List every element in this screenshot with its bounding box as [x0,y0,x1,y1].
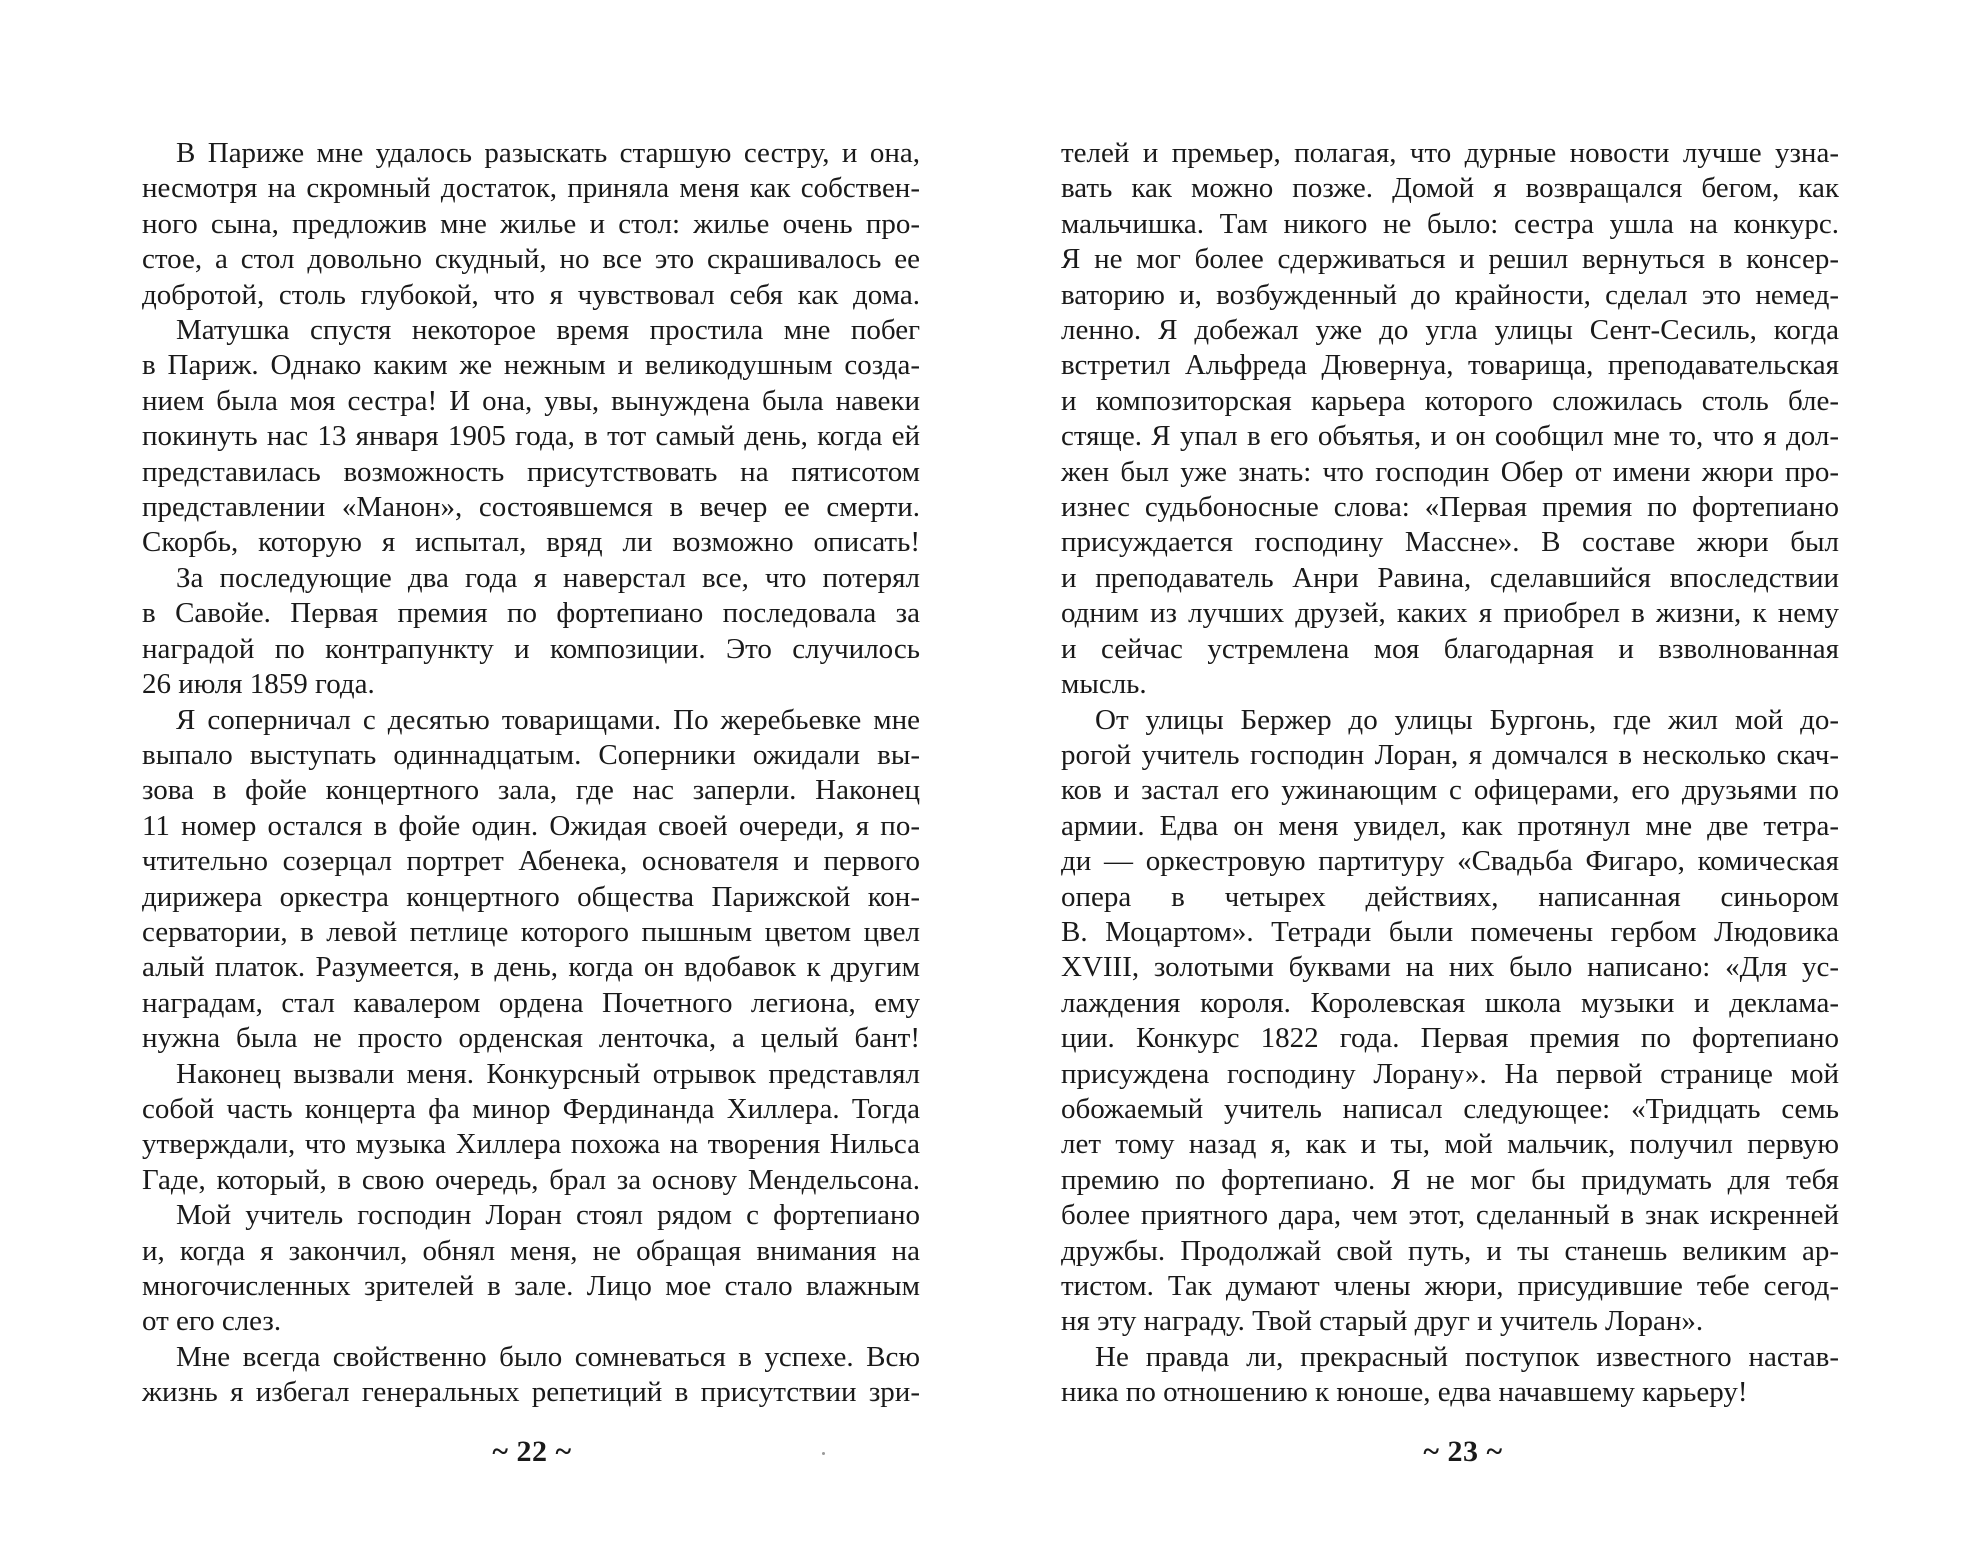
text-line: утверждали, что музыка Хиллера похожа на творения Нильса [142,1128,920,1161]
text-line: зова в фойе концертного зала, где нас заперли. Наконец [142,774,920,807]
text-line: серватории, в левой петлице которого пышным цветом цвел [142,915,920,948]
text-line: армии. Едва он меня увидел, как протянул мне две тетра- [1061,809,1839,842]
text-line: За последующие два года я наверстал все, что потерял [176,561,920,594]
text-line: и преподаватель Анри Равина, сделавшийся впоследствии [1061,561,1839,594]
paragraph [142,1198,920,1340]
left-page-text [142,136,920,1411]
text-line: выпало выступать одиннадцатым. Соперники ожидали вы- [142,738,920,771]
text-line: обожаемый учитель написал следующее: «Тридцать семь [1061,1092,1839,1125]
text-line: Матушка спустя некоторое время простила мне побег [176,314,920,347]
paragraph [142,313,920,561]
text-line: представилась возможность присутствовать на пятисотом [142,455,920,488]
text-line: в Париж. Однако каким же нежным и великодушным созда- [142,349,920,382]
text-line: нужна была не просто орденская ленточка, а целый бант! [142,1022,920,1055]
text-line: ного сына, предложив мне жилье и стол: жилье очень про- [142,207,920,240]
text-line: стое, а стол довольно скудный, но все это скрашивалось ее [142,243,920,276]
text-line: В Париже мне удалось разыскать старшую сестру, и она, [176,137,920,169]
text-line: алый платок. Разумеется, в день, когда он вдобавок к другим [142,951,920,984]
paragraph [1061,1340,1839,1411]
text-line: Наконец вызвали меня. Конкурсный отрывок представлял [176,1057,920,1090]
text-line: ди — оркестровую партитуру «Свадьба Фигаро, комическая [1061,845,1839,878]
text-line: ции. Конкурс 1822 года. Первая премия по фортепиано [1061,1022,1839,1055]
text-line: чтительно созерцал портрет Абенека, основателя и первого [142,845,920,878]
text-line: Мой учитель господин Лоран стоял рядом с фортепиано [176,1199,920,1232]
text-line: наградам, стал кавалером ордена Почетного легиона, ему [142,986,920,1019]
text-line: покинуть нас 13 января 1905 года, в тот самый день, когда ей [142,420,920,453]
text-line: присуждена господину Лорану». На первой странице мой [1061,1057,1839,1090]
paragraph [142,1340,920,1411]
text-line: 26 июля 1859 года. [142,668,375,701]
text-line: изнес судьбоносные слова: «Первая премия по фортепиано [1061,491,1839,524]
paragraph [1061,703,1839,1340]
text-line: встретил Альфреда Дювернуа, товарища, преподавательская [1061,349,1839,382]
text-line: Скорбь, которую я испытал, вряд ли возможно описать! [142,526,920,559]
text-line: телей и премьер, полагая, что дурные новости лучше узна- [1061,137,1839,169]
text-line: Я не мог более сдерживаться и решил вернуться в консер- [1061,243,1839,276]
text-line: ков и застал его ужинающим с офицерами, его друзьями по [1061,774,1839,807]
text-line: Гаде, который, в свою очередь, брал за основу Мендельсона. [142,1163,920,1196]
paragraph [142,1057,920,1199]
text-line: одним из лучших друзей, каких я приобрел в жизни, к нему [1061,597,1839,630]
text-line: премию по фортепиано. Я не мог бы придумать для тебя [1061,1163,1839,1196]
text-line: стяще. Я упал в его объятья, и он сообщил мне то, что я дол- [1061,420,1839,453]
text-line: наградой по контрапункту и композиции. Это случилось [142,632,920,665]
text-line: опера в четырех действиях, написанная синьором [1061,880,1839,913]
text-line: дирижера оркестра концертного общества Парижской кон- [142,880,920,913]
text-line: ника по отношению к юноше, едва начавшему карьеру! [1061,1376,1748,1409]
text-line: от его слез. [142,1305,282,1338]
paragraph [142,136,920,313]
text-line: лет тому назад я, как и ты, мой мальчик, получил первую [1061,1128,1839,1161]
text-line: ленно. Я добежал уже до угла улицы Сент-Сесиль, когда [1061,314,1839,347]
text-line: мысль. [1061,668,1147,701]
text-line: От улицы Бержер до улицы Бургонь, где жил мой до- [1095,703,1839,736]
right-page-text [1061,136,1839,1411]
text-line: вать как можно позже. Домой я возвращался бегом, как [1061,172,1839,205]
text-line: тистом. Так думают члены жюри, присудившие тебе сегод- [1061,1270,1839,1302]
text-line: дружбы. Продолжай свой путь, и ты станешь великим ар- [1061,1234,1839,1267]
text-line: несмотря на скромный достаток, приняла меня как собствен- [142,172,920,205]
text-line: мальчишка. Там никого не было: сестра ушла на конкурс. [1061,207,1839,240]
print-speck [822,1452,825,1455]
text-line: 11 номер остался в фойе один. Ожидая своей очереди, я по- [142,809,920,842]
text-line: присуждается господину Массне». В составе жюри был [1061,526,1839,559]
text-line: в Савойе. Первая премия по фортепиано последовала за [142,597,920,630]
paragraph [142,561,920,703]
text-line: и, когда я закончил, обнял меня, не обращая внимания на [142,1234,920,1267]
text-line: лаждения короля. Королевская школа музыки и деклама- [1061,986,1839,1019]
text-line: и композиторская карьера которого сложилась столь бле- [1061,384,1839,417]
text-line: XVIII, золотыми буквами на них было написано: «Для ус- [1061,951,1839,984]
left-page-number: ~ 22 ~ [492,1435,572,1468]
text-line: и сейчас устремлена моя благодарная и взволнованная [1061,632,1839,665]
text-line: нием была моя сестра! И она, увы, вынуждена была навеки [142,384,920,417]
text-line: добротой, столь глубокой, что я чувствовал себя как дома. [142,278,920,311]
text-line: более приятного дара, чем этот, сделанный в знак искренней [1061,1199,1839,1232]
paragraph [1061,136,1839,703]
text-line: собой часть концерта фа минор Фердинанда Хиллера. Тогда [142,1092,920,1125]
paragraph [142,703,920,1057]
right-page-number: ~ 23 ~ [1423,1435,1503,1468]
text-line: Мне всегда свойственно было сомневаться в успехе. Всю [176,1340,920,1373]
text-line: Я соперничал с десятью товарищами. По жеребьевке мне [176,703,920,736]
text-line: ня эту награду. Твой старый друг и учитель Лоран». [1061,1305,1704,1338]
text-line: многочисленных зрителей в зале. Лицо мое стало влажным [142,1270,920,1302]
text-line: В. Моцартом». Тетради были помечены гербом Людовика [1061,915,1839,948]
text-line: жизнь я избегал генеральных репетиций в присутствии зри- [142,1376,920,1409]
right-page [993,0,1986,1554]
text-line: Не правда ли, прекрасный поступок известного настав- [1095,1340,1839,1373]
text-line: представлении «Манон», состоявшемся в вечер ее смерти. [142,491,920,524]
text-line: рогой учитель господин Лоран, я домчался в несколько скач- [1061,738,1839,771]
text-line: жен был уже знать: что господин Обер от имени жюри про- [1061,455,1839,488]
text-line: ваторию и, возбужденный до крайности, сделал это немед- [1061,278,1839,311]
